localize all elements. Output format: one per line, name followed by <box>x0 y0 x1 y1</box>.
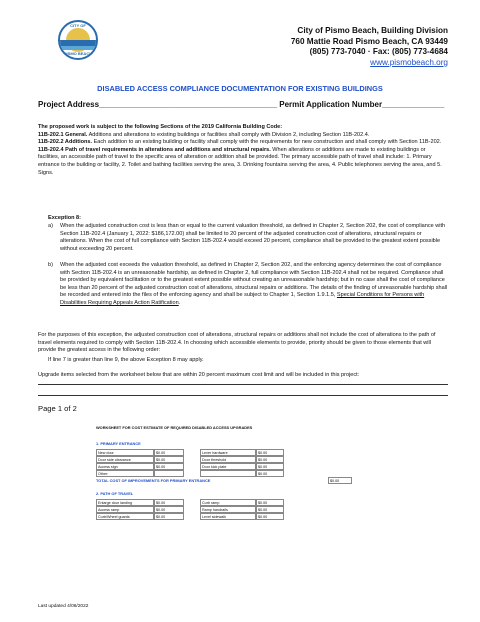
worksheet-cost-field[interactable] <box>154 470 184 477</box>
worksheet-item-label: Enlarge door landing <box>96 499 154 506</box>
upgrade-entry-line-1[interactable] <box>38 384 448 385</box>
city-seal-logo <box>58 20 98 60</box>
worksheet-item-label: Curb/Wheel guards <box>96 513 154 520</box>
worksheet-cost-field[interactable]: $0.00 <box>256 513 284 520</box>
permit-number-label: Permit Application Number <box>279 100 383 109</box>
upgrade-note: Upgrade items selected from the worksheet below that are within 20 percent maximum cost limit and will be included in this project: <box>38 372 360 378</box>
logo-wave <box>60 46 96 50</box>
worksheet-item-label: Door side clearance <box>96 456 154 463</box>
code-sections <box>38 124 448 177</box>
item-a-text: When the adjusted construction cost is less than or equal to the current valuation threshold, as defined in Chapter 2, Section 202, the cost of compliance with Section 11B-202.4 (January 1, 2022: $186,172.00) shall be limited to 20 percent of the adjusted construction cost of alterations, structural repairs or alterations. When the cost of full compliance with Section 11B-202.4 would exceed 20 percent, compliance shall be provided to the greatest extent possible without exceeding 20 percent. <box>60 223 446 252</box>
project-address-field[interactable]: ________________________________________ <box>99 100 278 109</box>
project-line <box>38 100 444 109</box>
section-4-label: 11B-202.4 Path of travel requirements in alterations and additions and structural repairs. <box>38 146 271 153</box>
header-line3: (805) 773-7040 · Fax: (805) 773-4684 <box>309 47 448 57</box>
header-line1: City of Pismo Beach, Building Division <box>297 26 448 35</box>
worksheet-cost-field[interactable]: $0.00 <box>256 449 284 456</box>
header-address-block <box>291 26 448 68</box>
special-conditions-link[interactable]: Special Conditions for Persons with Disabilities Requiring Appeals Action Ratification <box>60 292 425 306</box>
worksheet-item-label: Curb ramp <box>200 499 256 506</box>
worksheet-item-label: Access ramp <box>96 506 154 513</box>
section-path-of-travel: 2. PATH OF TRAVEL <box>96 491 134 496</box>
worksheet-cost-field[interactable]: $0.00 <box>256 470 284 477</box>
upgrade-entry-line-2[interactable] <box>38 395 448 396</box>
worksheet-item-label <box>200 470 256 477</box>
logo-top-text: CITY OF <box>70 23 86 28</box>
header-line2: 760 Mattie Road Pismo Beach, CA 93449 <box>290 36 448 46</box>
website-link[interactable]: www.pismobeach.org <box>370 57 448 67</box>
worksheet-cost-field[interactable]: $0.00 <box>256 456 284 463</box>
intro-text: The proposed work is subject to the following Sections of the 2019 California Building Code: <box>38 124 283 130</box>
worksheet-cost-field[interactable]: $0.00 <box>256 499 284 506</box>
worksheet-cost-field[interactable]: $0.00 <box>154 499 184 506</box>
worksheet-item-label: Access sign <box>96 463 154 470</box>
exception-item-a <box>48 223 448 253</box>
worksheet-cost-field[interactable]: $0.00 <box>256 463 284 470</box>
primary-entrance-total-value: $0.00 <box>328 477 352 484</box>
worksheet-cost-field[interactable]: $0.00 <box>154 463 184 470</box>
section-1-text: Additions and alterations to existing buildings or facilities shall comply with Division 2, including Section 11B-202.4. <box>88 131 370 138</box>
worksheet-item-label: New door <box>96 449 154 456</box>
purpose-paragraph: For the purposes of this exception, the adjusted construction cost of alterations, structural repairs or additions shall not include the cost of alterations to the path of travel elements required to comply with Section 11B-202.4. In choosing which accessible elements to provide, priority should be given to those elements that will provide the greatest access in the following order: <box>38 332 436 354</box>
primary-entrance-total-label: TOTAL COST OF IMPROVEMENTS FOR PRIMARY ENTRANCE <box>96 478 211 483</box>
worksheet-item-label: Other: <box>96 470 154 477</box>
worksheet-item-label: Ramp handrails <box>200 506 256 513</box>
section-primary-entrance: 1. PRIMARY ENTRANCE <box>96 441 141 446</box>
item-b-marker: b) <box>48 262 53 268</box>
worksheet-cost-field[interactable]: $0.00 <box>154 456 184 463</box>
item-b-end: . <box>178 299 181 306</box>
worksheet-item-label: Level sidewalk <box>200 513 256 520</box>
worksheet-item-label: Lever hardware <box>200 449 256 456</box>
worksheet-title: WORKSHEET FOR COST ESTIMATE OF REQUIRED DISABLED ACCESS UPGRADES <box>96 425 253 430</box>
worksheet-item-label: Door threshold <box>200 456 256 463</box>
project-address-label: Project Address <box>38 100 100 109</box>
worksheet-cost-field[interactable]: $0.00 <box>154 449 184 456</box>
permit-number-field[interactable]: ______________ <box>382 100 445 109</box>
page-number: Page 1 of 2 <box>38 404 77 413</box>
line7-note: If line 7 is greater than line 9, the above Exception 8 may apply. <box>48 357 204 363</box>
document-title: DISABLED ACCESS COMPLIANCE DOCUMENTATION FOR EXISTING BUILDINGS <box>97 84 383 93</box>
last-updated: Last updated 4/06/2022 <box>38 604 89 609</box>
worksheet-cost-field[interactable]: $0.00 <box>154 506 184 513</box>
logo-bottom-text: PISMO BEACH <box>63 51 93 56</box>
exception-label: Exception 8: <box>48 215 81 221</box>
section-1-label: 11B-202.1 General. <box>38 131 88 138</box>
item-b-text: When the adjusted cost exceeds the valuation threshold, as defined in Chapter 2, Section 202, and the enforcing agency determines the cost of compliance with Section 11B-202.4 is an unreasonable hardship, as defined in Chapter 2, full compliance with Section 11B-202.4 shall not be required. Compliance shall be provided by equivalent facilitation or to the greatest extent possible without creating an unreasonable hardship; but in no case shall the cost of compliance be less than 20 percent of the adjusted construction cost of alterations, structural repairs or additions. The details of the finding of unreasonable hardship shall be recorded and entered into the files of the enforcing agency and shall be subject to Chapter 1, Section 1.9.1.5, <box>60 262 448 299</box>
section-4-text: When alterations or additions are made to existing buildings or facilities, an accessible path of travel to the specific area of alteration or addition shall be provided. The primary accessible path of travel shall include: 1. Primary entrance to the building or facility, 2. Toilet and bathing facilities serving the area, 3. Drinking fountains serving the area, 4. Public telephones serving the area, and 5. Signs. <box>38 146 442 176</box>
section-2-text: Each addition to an existing building or facility shall comply with the requirements for new construction and shall comply with Section 11B-202. <box>93 139 442 146</box>
worksheet-cost-field[interactable]: $0.00 <box>256 506 284 513</box>
exception-item-b <box>48 262 448 308</box>
section-2-label: 11B-202.2 Additions. <box>38 139 93 146</box>
worksheet-cost-field[interactable]: $0.00 <box>154 513 184 520</box>
worksheet-item-label: Door kick plate <box>200 463 256 470</box>
item-a-marker: a) <box>48 223 53 229</box>
